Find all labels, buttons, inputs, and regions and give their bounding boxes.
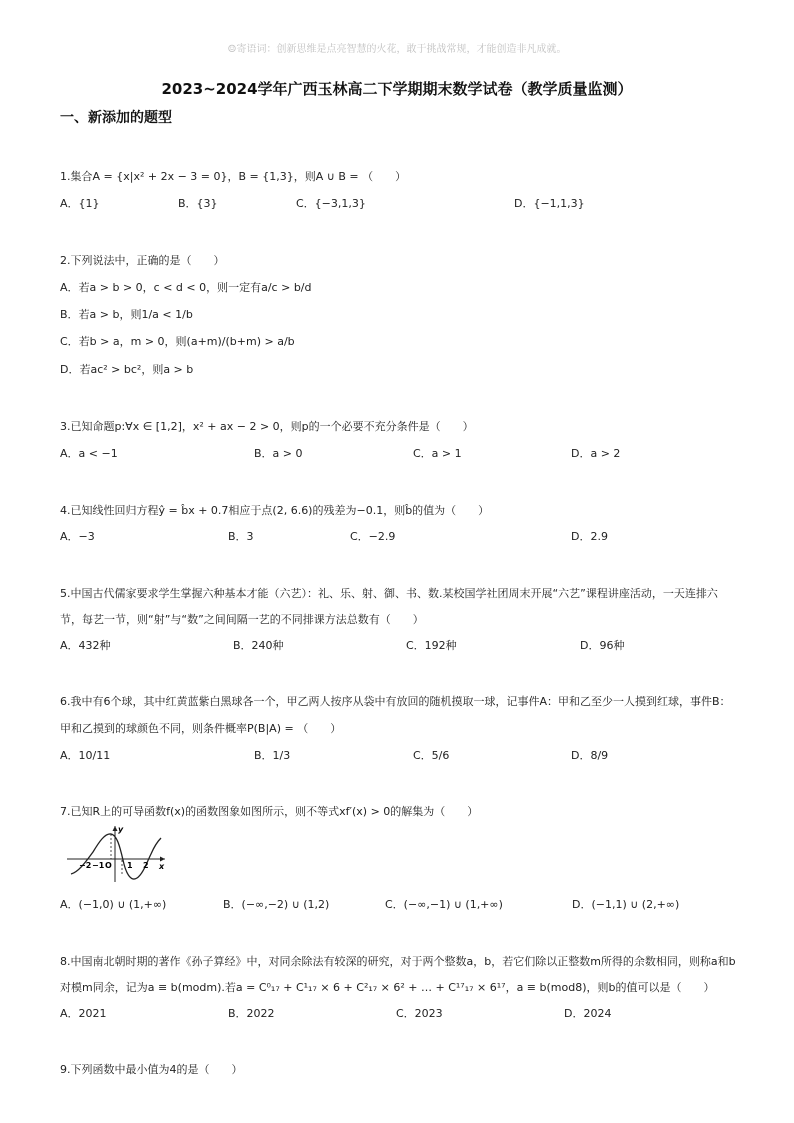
question-4-option-a: A．−3 xyxy=(60,530,95,543)
question-8-stem-line1: 8.中国南北朝时期的著作《孙子算经》中，对同余除法有较深的研究，对于两个整数a，b，若它们除以正整数m所得的余数相同，则称a和b xyxy=(60,955,736,968)
question-1-option-a: A．{1} xyxy=(60,197,100,210)
question-8-option-c: C．2023 xyxy=(396,1007,443,1020)
question-1-option-b: B．{3} xyxy=(178,197,218,210)
graph-label-neg1: −1 xyxy=(92,861,105,870)
question-7-stem: 7.已知R上的可导函数f(x)的函数图象如图所示，则不等式xf′(x) > 0的解集为（ ） xyxy=(60,805,479,818)
watermark: ☺寄语词：创新思维是点亮智慧的火花，敢于挑战常规，才能创造非凡成就。 xyxy=(227,44,567,55)
question-1-option-c: C．{−3,1,3} xyxy=(296,197,366,210)
question-2-option-d: D．若ac² > bc²，则a > b xyxy=(60,363,194,376)
question-6-stem-line2: 甲和乙摸到的球颜色不同，则条件概率P(B|A) = （ ） xyxy=(60,722,342,735)
question-4-stem: 4.已知线性回归方程ŷ = b̂x + 0.7相应于点(2, 6.6)的残差为−0.1，则b̂的值为（ ） xyxy=(60,504,490,517)
question-6-option-d: D．8/9 xyxy=(571,749,609,762)
question-5-stem-line1: 5.中国古代儒家要求学生掌握六种基本才能（六艺）：礼、乐、射、御、书、数.某校国学社团周末开展“六艺”课程讲座活动，一天连排六 xyxy=(60,587,718,600)
graph-label-2: 2 xyxy=(143,861,149,870)
question-7-option-b: B．(−∞,−2) ∪ (1,2) xyxy=(223,898,330,911)
question-7-option-a: A．(−1,0) ∪ (1,+∞) xyxy=(60,898,167,911)
question-1-option-d: D．{−1,1,3} xyxy=(514,197,585,210)
graph-label-neg2: −2 xyxy=(79,861,92,870)
question-3-option-c: C．a > 1 xyxy=(413,447,462,460)
question-3-option-b: B．a > 0 xyxy=(254,447,303,460)
question-5-option-a: A．432种 xyxy=(60,639,111,652)
question-5-stem-line2: 节，每艺一节，则“射”与“数”之间间隔一艺的不同排课方法总数有（ ） xyxy=(60,613,424,626)
question-3-option-a: A．a < −1 xyxy=(60,447,118,460)
graph-label-origin: O xyxy=(105,861,112,870)
question-8-option-a: A．2021 xyxy=(60,1007,107,1020)
function-curve xyxy=(71,834,161,879)
question-4-option-d: D．2.9 xyxy=(571,530,608,543)
question-2-option-c: C．若b > a，m > 0，则(a+m)/(b+m) > a/b xyxy=(60,335,295,348)
question-6-stem-line1: 6.我中有6个球，其中红黄蓝紫白黑球各一个，甲乙两人按序从袋中有放回的随机摸取一球，记事件A：甲和乙至少一人摸到红球，事件B： xyxy=(60,695,731,708)
question-2-stem: 2.下列说法中，正确的是（ ） xyxy=(60,254,225,267)
section-heading: 一、新添加的题型 xyxy=(60,110,172,126)
question-8-option-b: B．2022 xyxy=(228,1007,275,1020)
question-6-option-b: B．1/3 xyxy=(254,749,291,762)
question-3-stem: 3.已知命题p:∀x ∈ [1,2]，x² + ax − 2 > 0，则p的一个必要不充分条件是（ ） xyxy=(60,420,474,433)
function-graph xyxy=(65,822,170,884)
question-6-option-a: A．10/11 xyxy=(60,749,111,762)
graph-label-y: y xyxy=(118,825,124,834)
question-8-stem-line2: 对模m同余，记为a ≡ b(modm).若a = C⁰₁₇ + C¹₁₇ × 6 + C²₁₇ × 6² + … + C¹⁷₁₇ × 6¹⁷，a ≡ b(mod8)，则b的值可以是（ ） xyxy=(60,981,715,994)
question-7-option-c: C．(−∞,−1) ∪ (1,+∞) xyxy=(385,898,503,911)
question-9-stem: 9.下列函数中最小值为4的是（ ） xyxy=(60,1063,243,1076)
question-2-option-a: A．若a > b > 0，c < d < 0，则一定有a/c > b/d xyxy=(60,281,312,294)
graph-label-x: x xyxy=(159,862,165,871)
question-2-option-b: B．若a > b，则1/a < 1/b xyxy=(60,308,193,321)
question-3-option-d: D．a > 2 xyxy=(571,447,621,460)
question-8-option-d: D．2024 xyxy=(564,1007,612,1020)
question-4-option-c: C．−2.9 xyxy=(350,530,396,543)
page-title: 2023~2024学年广西玉林高二下学期期末数学试卷（教学质量监测） xyxy=(161,80,633,98)
y-axis-arrow xyxy=(113,826,118,831)
graph-label-1: 1 xyxy=(127,861,133,870)
question-5-option-d: D．96种 xyxy=(580,639,625,652)
question-5-option-b: B．240种 xyxy=(233,639,284,652)
x-axis-arrow xyxy=(160,857,165,862)
question-6-option-c: C．5/6 xyxy=(413,749,450,762)
question-4-option-b: B．3 xyxy=(228,530,254,543)
question-1-stem: 1.集合A = {x|x² + 2x − 3 = 0}，B = {1,3}，则A ∪ B = （ ） xyxy=(60,170,407,183)
question-7-option-d: D．(−1,1) ∪ (2,+∞) xyxy=(572,898,680,911)
question-5-option-c: C．192种 xyxy=(406,639,457,652)
